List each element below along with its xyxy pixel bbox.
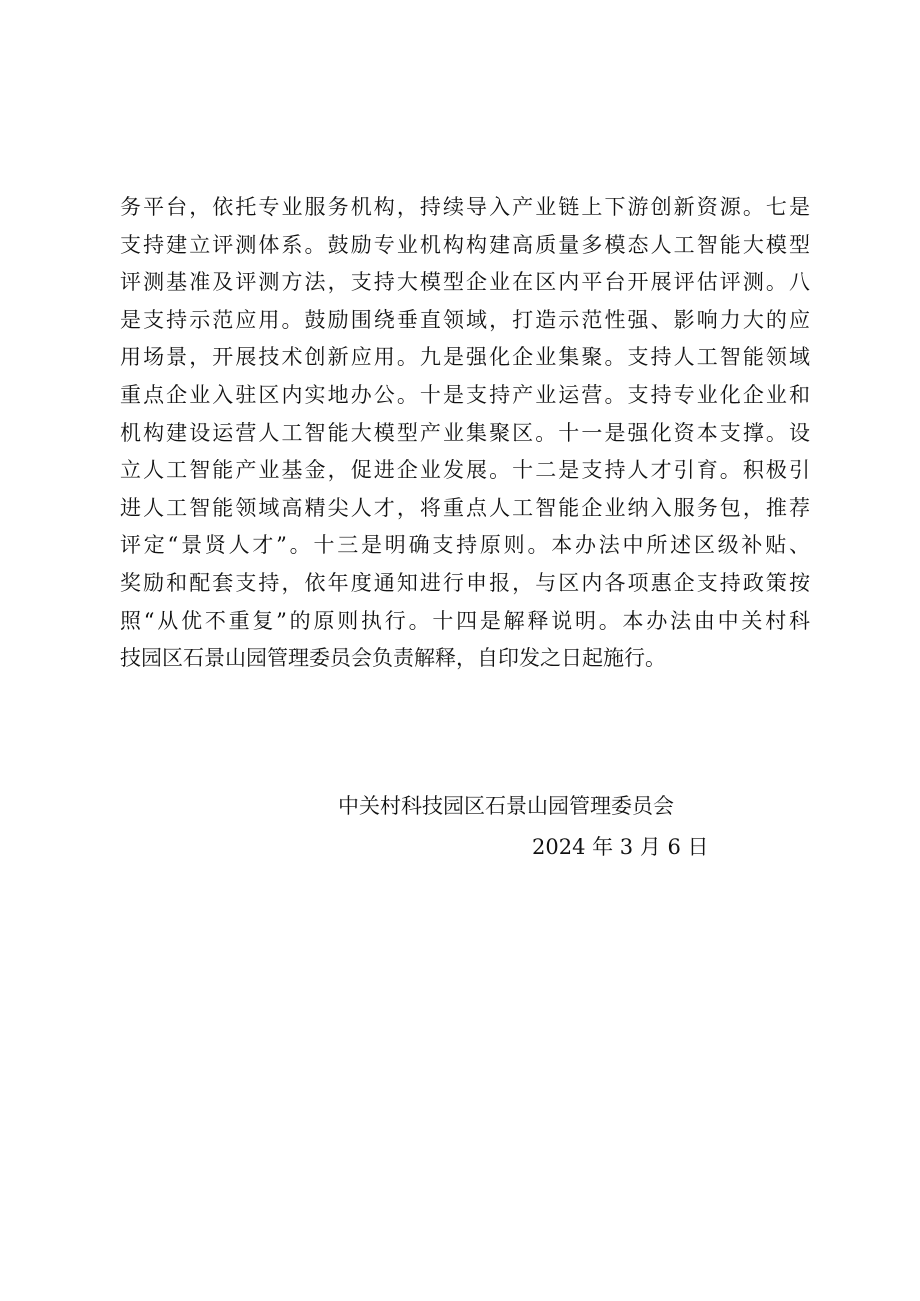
issue-date: 2024 年 3 月 6 日 [532,835,709,859]
paragraph-line: 进人工智能领域高精尖人才，将重点人工智能企业纳入服务包，推荐 [120,495,810,520]
paragraph-line: 照“从优不重复”的原则执行。十四是解释说明。本办法由中关村科 [120,608,810,633]
paragraph-line: 技园区石景山园管理委员会负责解释，自印发之日起施行。 [120,646,666,671]
paragraph-line: 立人工智能产业基金，促进企业发展。十二是支持人才引育。积极引 [120,458,810,483]
paragraph-line: 机构建设运营人工智能大模型产业集聚区。十一是强化资本支撑。设 [120,420,810,445]
paragraph-line: 奖励和配套支持，依年度通知进行申报，与区内各项惠企支持政策按 [120,570,810,595]
paragraph-line: 重点企业入驻区内实地办公。十是支持产业运营。支持专业化企业和 [120,382,810,407]
body-paragraph [120,189,810,678]
paragraph-line: 是支持示范应用。鼓励围绕垂直领域，打造示范性强、影响力大的应 [120,307,810,332]
issuing-organization: 中关村科技园区石景山园管理委员会 [338,794,674,818]
paragraph-line: 评测基准及评测方法，支持大模型企业在区内平台开展评估评测。八 [120,270,810,295]
paragraph-line: 用场景，开展技术创新应用。九是强化企业集聚。支持人工智能领域 [120,345,810,370]
paragraph-line: 支持建立评测体系。鼓励专业机构构建高质量多模态人工智能大模型 [120,232,810,257]
paragraph-line: 评定“景贤人才”。十三是明确支持原则。本办法中所述区级补贴、 [120,533,810,558]
paragraph-line: 务平台，依托专业服务机构，持续导入产业链上下游创新资源。七是 [120,195,810,219]
